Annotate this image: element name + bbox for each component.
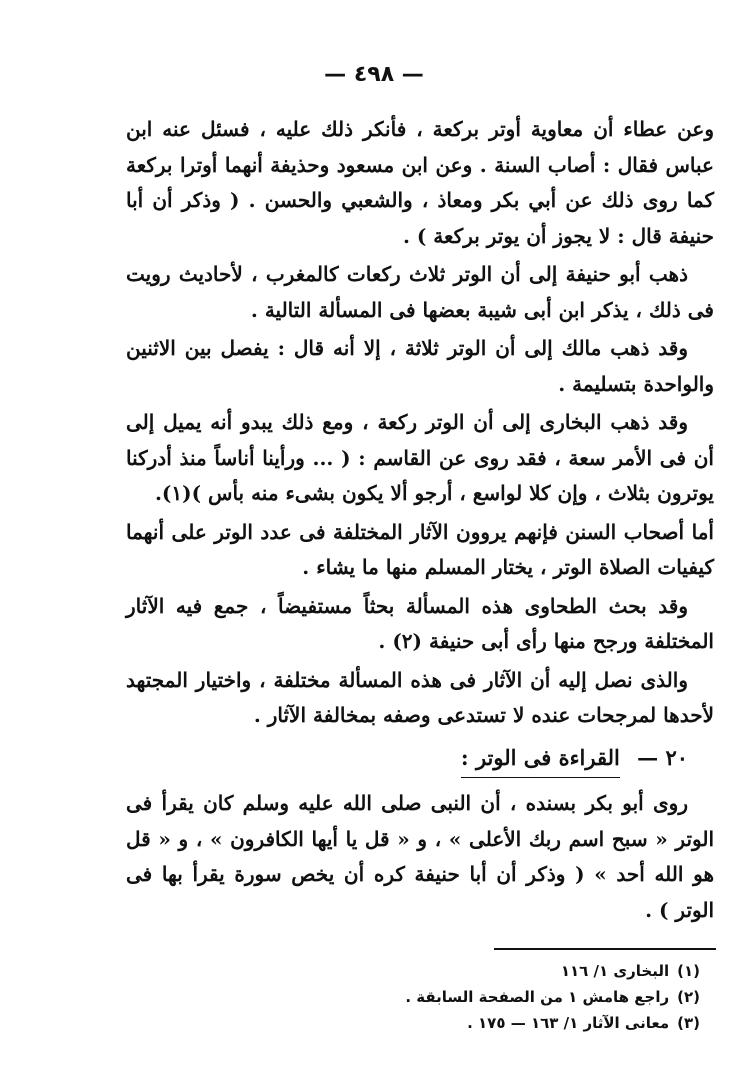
paragraph: وقد بحث الطحاوى هذه المسألة بحثاً مستفيضاً ، جمع فيه الآثار المختلفة ورجح منها رأى أبى حنيفة (٢) . bbox=[126, 593, 714, 653]
footnote-number: (٣) bbox=[677, 1014, 700, 1032]
paragraph: أما أصحاب السنن فإنهم يروون الآثار المختلفة فى عدد الوتر على أنهما كيفيات الصلاة الوتر ، يختار المسلم منها ما يشاء . bbox=[126, 519, 714, 579]
footnote bbox=[300, 984, 700, 1010]
section-number: ٢٠ — bbox=[637, 744, 688, 770]
page-body bbox=[126, 112, 714, 931]
paragraph: وقد ذهب مالك إلى أن الوتر ثلاثة ، إلا أنه قال : يفصل بين الاثنين والواحدة بتسليمة . bbox=[126, 336, 714, 396]
page-number: — ٤٩٨ — bbox=[324, 62, 424, 87]
section-title: القراءة فى الوتر : bbox=[461, 740, 620, 779]
footnote bbox=[300, 958, 700, 984]
footnotes bbox=[300, 958, 700, 1036]
paragraph: والذى نصل إليه أن الآثار فى هذه المسألة مختلفة ، واختيار المجتهد لأحدها لمرجحات عنده لا تستدعى وصفه بمخالفة الآثار . bbox=[126, 667, 714, 727]
footnote-text: معانى الآثار ١/ ١٦٣ — ١٧٥ . bbox=[467, 1014, 670, 1032]
paragraph: ذهب أبو حنيفة إلى أن الوتر ثلاث ركعات كالمغرب ، لأحاديث رويت فى ذلك ، يذكر ابن أبى شيبة بعضها فى المسألة التالية . bbox=[126, 262, 714, 322]
footnote-number: (٢) bbox=[677, 988, 700, 1006]
footnote-number: (١) bbox=[677, 962, 700, 980]
footnote-text: البخارى ١/ ١١٦ bbox=[560, 962, 670, 980]
paragraph: روى أبو بكر بسنده ، أن النبى صلى الله عليه وسلم كان يقرأ فى الوتر « سبح اسم ربك الأعلى » ، و « قل يا أيها الكافرون » ، و « قل هو الله أحد » ( وذكر أن أبا حنيفة كره أن يخص سورة يقرأ بها فى الوتر ) . bbox=[126, 791, 714, 922]
footnote-text: راجع هامش ١ من الصفحة السابقة . bbox=[405, 988, 670, 1006]
paragraph: وقد ذهب البخارى إلى أن الوتر ركعة ، ومع ذلك يبدو أنه يميل إلى أن فى الأمر سعة ، فقد روى عن القاسم : ( ... ورأينا أناساً منذ أدركنا يوترون بثلاث ، وإن كلا لواسع ، أرجو ألا يكون بشىء منه بأس )(١). bbox=[126, 410, 714, 505]
footnote bbox=[300, 1010, 700, 1036]
paragraph: وعن عطاء أن معاوية أوتر بركعة ، فأنكر ذلك عليه ، فسئل عنه ابن عباس فقال : أصاب السنة . وعن ابن مسعود وحذيفة أنهما أوترا بركعة كما روى ذلك عن أبي بكر ومعاذ ، والشعبي والحسن . ( وذكر أن أبا حنيفة قال : لا يجوز أن يوتر بركعة ) . bbox=[126, 117, 714, 248]
footnote-divider bbox=[494, 948, 716, 950]
section-heading bbox=[126, 740, 688, 779]
